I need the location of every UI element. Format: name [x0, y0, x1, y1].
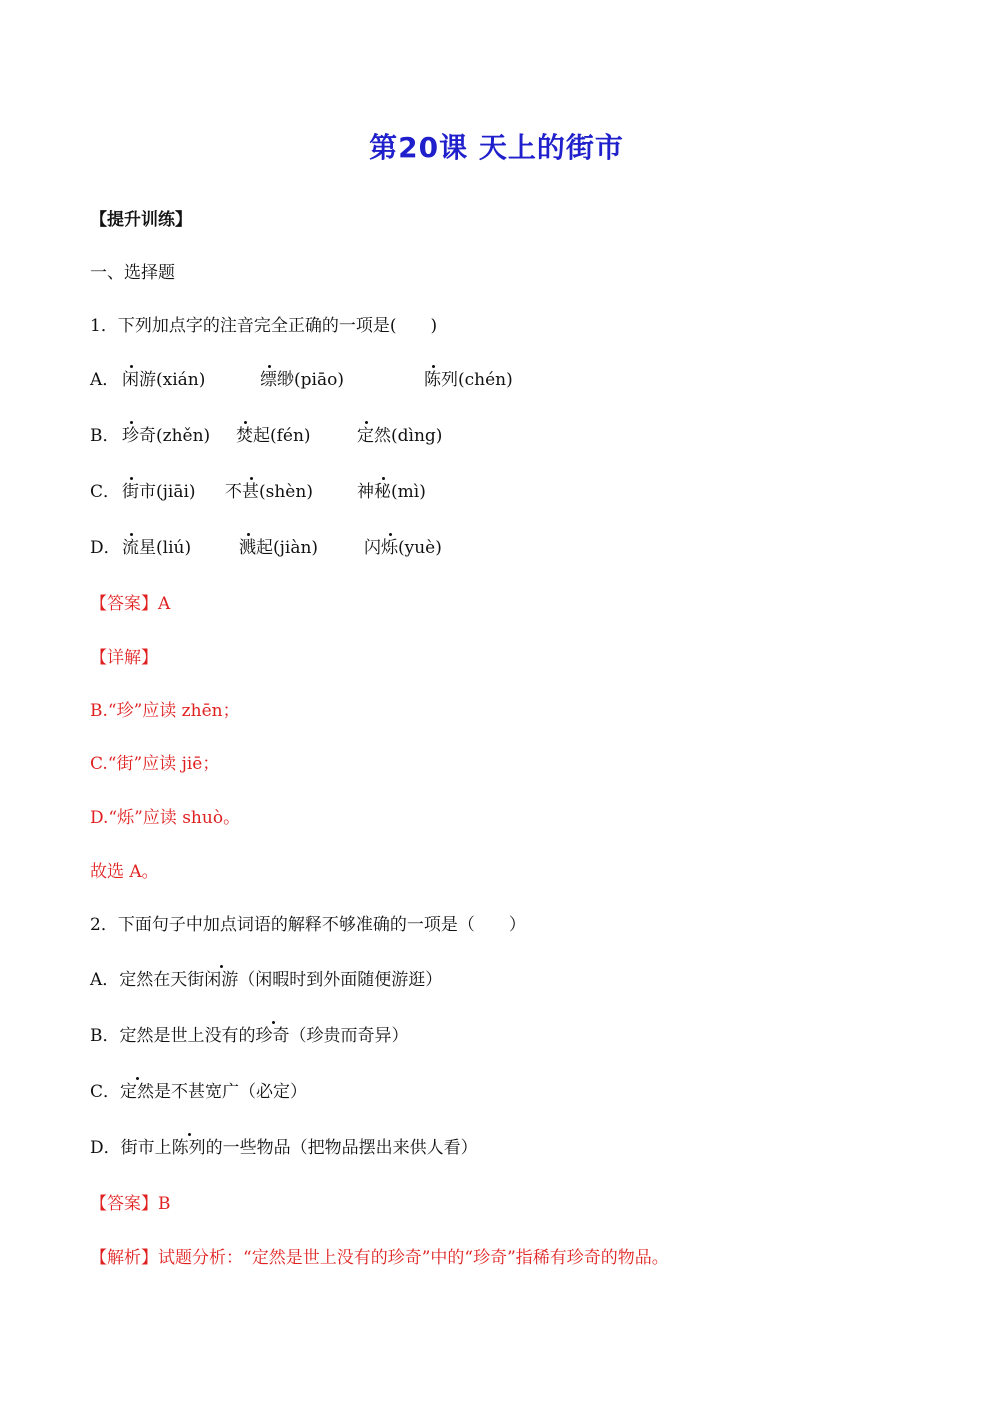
option-word — [357, 425, 442, 447]
word-rest: 缈(piāo) — [277, 370, 344, 390]
question-1-stem: 1．下列加点字的注音完全正确的一项是( ) — [90, 316, 438, 336]
option-word — [122, 481, 196, 503]
question-2-analysis: 【解析】试题分析：“定然是世上没有的珍奇”中的“珍奇”指稀有珍奇的物品。 — [90, 1248, 669, 1268]
dotted-char: 溅 — [239, 538, 256, 558]
question-2-stem: 2．下面句子中加点词语的解释不够准确的一项是（ ） — [90, 915, 526, 935]
dotted-char: 陈 — [424, 370, 441, 390]
word-pre: 闪 — [364, 538, 381, 558]
word-rest: 然(dìng) — [374, 426, 443, 446]
option-word — [364, 537, 442, 559]
option-text-post: （珍贵而奇异） — [289, 1026, 409, 1046]
word-pre: 神 — [357, 482, 374, 502]
option-label: D． — [90, 1138, 121, 1158]
option-word — [260, 369, 344, 391]
word-rest: (mì) — [391, 482, 426, 502]
option-label: B． — [90, 1026, 120, 1046]
option-text-pre: 街市上 — [120, 1138, 172, 1158]
dotted-char: 闲 — [122, 370, 139, 390]
question-1-answer: 【答案】A — [90, 594, 171, 614]
question-1-detail-d: D.“烁”应读 shuò。 — [90, 808, 241, 828]
option-word — [424, 369, 513, 391]
option-text-post: （闲暇时到外面随便游逛） — [238, 970, 443, 990]
question-1-option-a — [90, 369, 910, 391]
dotted-word: 珍奇 — [255, 1026, 290, 1046]
question-2-option-a — [90, 969, 442, 991]
option-text-post: 是不甚宽广（必定） — [154, 1082, 308, 1102]
question-2-option-d — [90, 1137, 478, 1159]
part-heading: 一、选择题 — [90, 263, 175, 283]
dotted-char: 甚 — [242, 482, 259, 502]
option-text-post: 的一些物品（把物品摆出来供人看） — [205, 1138, 478, 1158]
dotted-word: 闲游 — [204, 970, 239, 990]
word-rest: 游(xián) — [139, 370, 206, 390]
option-text-pre: 定然在天街 — [119, 970, 205, 990]
option-label: B． — [90, 426, 120, 446]
option-word — [122, 369, 205, 391]
dotted-char: 定 — [357, 426, 374, 446]
option-word — [239, 537, 318, 559]
word-pre: 不 — [225, 482, 242, 502]
option-label: A． — [90, 370, 120, 390]
question-2-option-b — [90, 1025, 409, 1047]
question-2-answer: 【答案】B — [90, 1194, 171, 1214]
page-title: 第20课 天上的街市 — [369, 131, 624, 164]
option-word — [225, 481, 313, 503]
word-rest: 起(fén) — [253, 426, 311, 446]
question-1-option-b — [90, 425, 910, 447]
word-rest: 起(jiàn) — [256, 538, 319, 558]
word-rest: 市(jiāi) — [139, 482, 196, 502]
option-label: C． — [90, 482, 121, 502]
question-1-detail-c: C.“街”应读 jiē； — [90, 754, 220, 774]
dotted-word: 定然 — [120, 1082, 155, 1102]
question-1-option-d — [90, 537, 910, 559]
option-word — [357, 481, 426, 503]
question-1-option-c — [90, 481, 910, 503]
word-rest: (shèn) — [259, 482, 313, 502]
question-1-conclusion: 故选 A。 — [90, 862, 159, 882]
word-rest: 奇(zhěn) — [139, 426, 211, 446]
option-text-pre: 定然是世上没有的 — [119, 1026, 256, 1046]
word-rest: (yuè) — [398, 538, 442, 558]
word-rest: 星(liú) — [139, 538, 192, 558]
dotted-char: 珍 — [122, 426, 139, 446]
dotted-char: 流 — [122, 538, 139, 558]
option-word — [122, 425, 210, 447]
question-1-detail-heading: 【详解】 — [90, 648, 158, 668]
option-word — [122, 537, 191, 559]
section-heading: 【提升训练】 — [90, 210, 192, 230]
option-word — [236, 425, 311, 447]
option-label: A． — [90, 970, 120, 990]
option-label: D． — [90, 538, 121, 558]
dotted-char: 烁 — [381, 538, 398, 558]
word-rest: 列(chén) — [441, 370, 513, 390]
dotted-word: 陈列 — [171, 1138, 206, 1158]
question-1-detail-b: B.“珍”应读 zhēn； — [90, 701, 240, 721]
question-2-option-c — [90, 1081, 307, 1103]
dotted-char: 秘 — [374, 482, 391, 502]
option-label: C． — [90, 1082, 121, 1102]
dotted-char: 缥 — [260, 370, 277, 390]
dotted-char: 街 — [122, 482, 139, 502]
dotted-char: 焚 — [236, 426, 253, 446]
